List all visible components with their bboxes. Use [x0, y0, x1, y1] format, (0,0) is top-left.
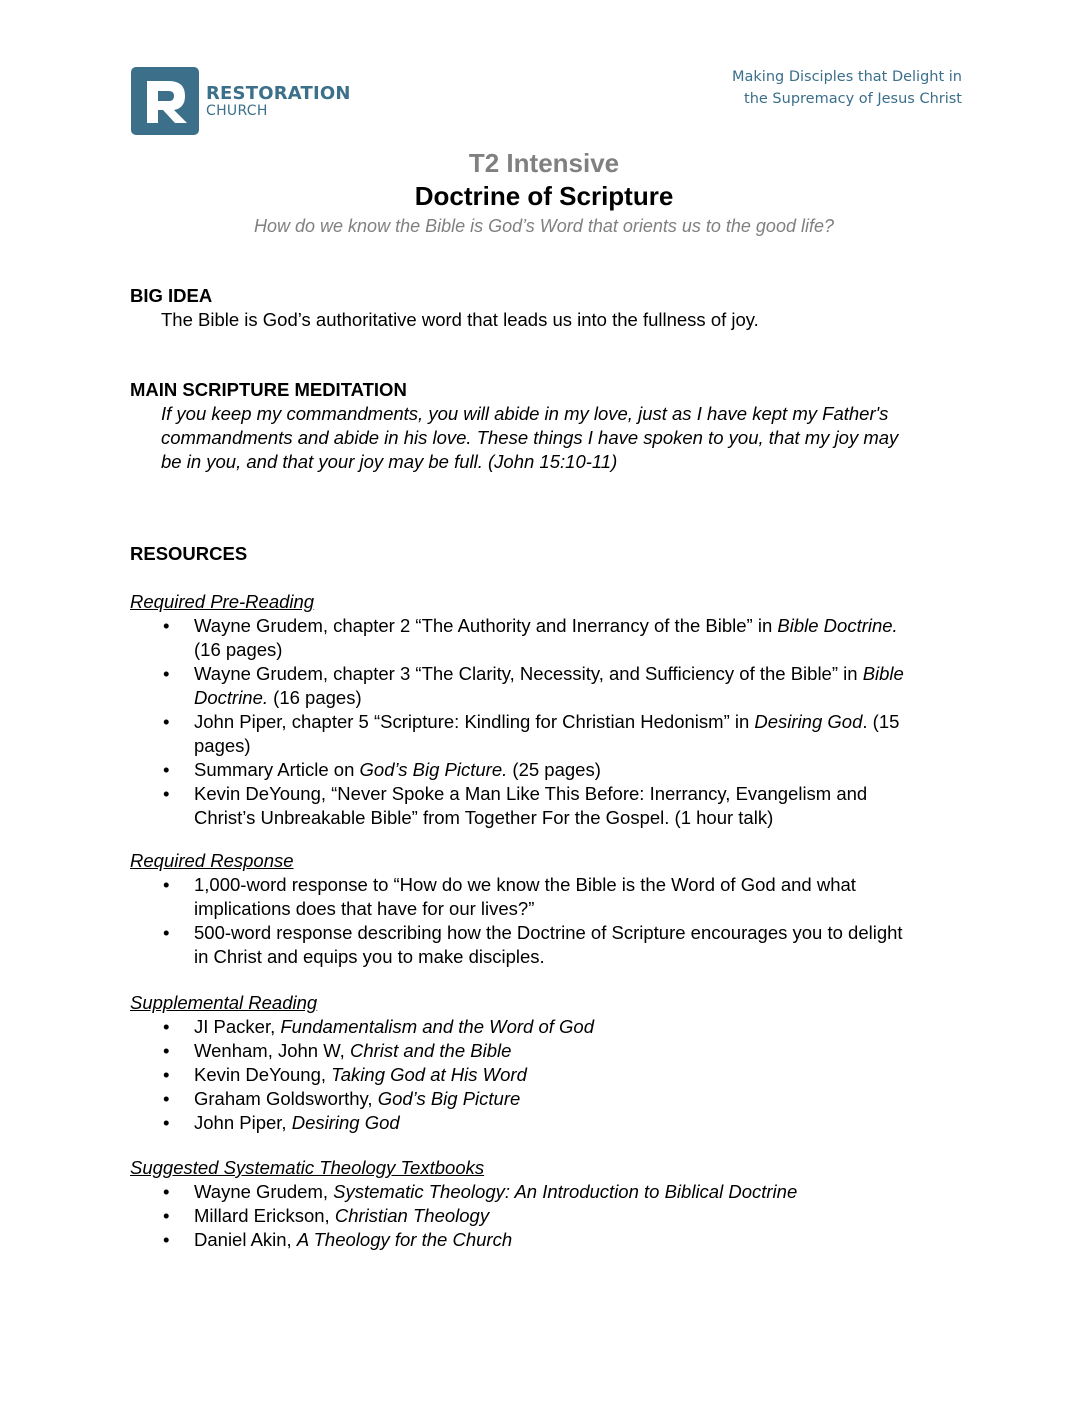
big-idea-heading: BIG IDEA [130, 285, 213, 306]
list-item: • Wenham, John W, Christ and the Bible [130, 1039, 970, 1063]
supplemental-heading: Supplemental Reading [130, 992, 318, 1013]
textbooks-heading: Suggested Systematic Theology Textbooks [130, 1157, 485, 1178]
big-idea-section [130, 284, 970, 332]
list-item: • Daniel Akin, A Theology for the Church [130, 1228, 970, 1252]
church-tagline: Making Disciples that Delight in the Supremacy of Jesus Christ [732, 69, 962, 107]
meditation-heading: MAIN SCRIPTURE MEDITATION [130, 379, 407, 400]
list-item: • 1,000-word response to “How do we know the Bible is the Word of God and what implications does that have for our lives?” [130, 873, 970, 921]
list-item: • John Piper, Desiring God [130, 1111, 970, 1135]
meditation-text: If you keep my commandments, you will abide in my love, just as I have kept my Father's commandments and abide in his love. These things I have spoken to you, that my joy may be in you, and that your joy may be full. (John 15:10-11) [161, 403, 899, 472]
list-item: • Summary Article on God’s Big Picture. (25 pages) [130, 758, 970, 782]
guiding-question: How do we know the Bible is God’s Word that orients us to the good life? [254, 216, 834, 236]
list-item: • Wayne Grudem, chapter 2 “The Authority and Inerrancy of the Bible” in Bible Doctrine. (16 pages) [130, 614, 970, 662]
course-title: T2 Intensive [468, 148, 620, 178]
r-logo-icon [131, 67, 199, 135]
meditation-section [130, 378, 970, 474]
list-item: • JI Packer, Fundamentalism and the Word of God [130, 1015, 970, 1039]
list-item: • Kevin DeYoung, “Never Spoke a Man Like This Before: Inerrancy, Evangelism and Christ’s Unbreakable Bible” from Together For the Gospel. (1 hour talk) [130, 782, 970, 830]
pre-reading-section [130, 590, 970, 830]
list-item: • Graham Goldsworthy, God’s Big Picture [130, 1087, 970, 1111]
textbooks-section [130, 1156, 970, 1252]
list-item: • Kevin DeYoung, Taking God at His Word [130, 1063, 970, 1087]
list-item: • Millard Erickson, Christian Theology [130, 1204, 970, 1228]
list-item: • 500-word response describing how the Doctrine of Scripture encourages you to delight in Christ and equips you to make disciples. [130, 921, 970, 969]
list-item: • John Piper, chapter 5 “Scripture: Kindling for Christian Hedonism” in Desiring God. (15 pages) [130, 710, 970, 758]
supplemental-section [130, 991, 970, 1135]
resources-heading: RESOURCES [130, 543, 248, 564]
logo-name: RESTORATION [206, 82, 351, 104]
list-item: • Wayne Grudem, Systematic Theology: An Introduction to Biblical Doctrine [130, 1180, 970, 1204]
page-title: Doctrine of Scripture [414, 181, 674, 211]
logo-subname: CHURCH [206, 102, 268, 119]
response-heading: Required Response [130, 850, 294, 871]
response-section [130, 849, 970, 969]
list-item: • Wayne Grudem, chapter 3 “The Clarity, Necessity, and Sufficiency of the Bible” in Bible Doctrine. (16 pages) [130, 662, 970, 710]
church-logo [131, 67, 351, 135]
big-idea-text: The Bible is God’s authoritative word that leads us into the fullness of joy. [161, 309, 759, 330]
pre-reading-heading: Required Pre-Reading [130, 591, 315, 612]
